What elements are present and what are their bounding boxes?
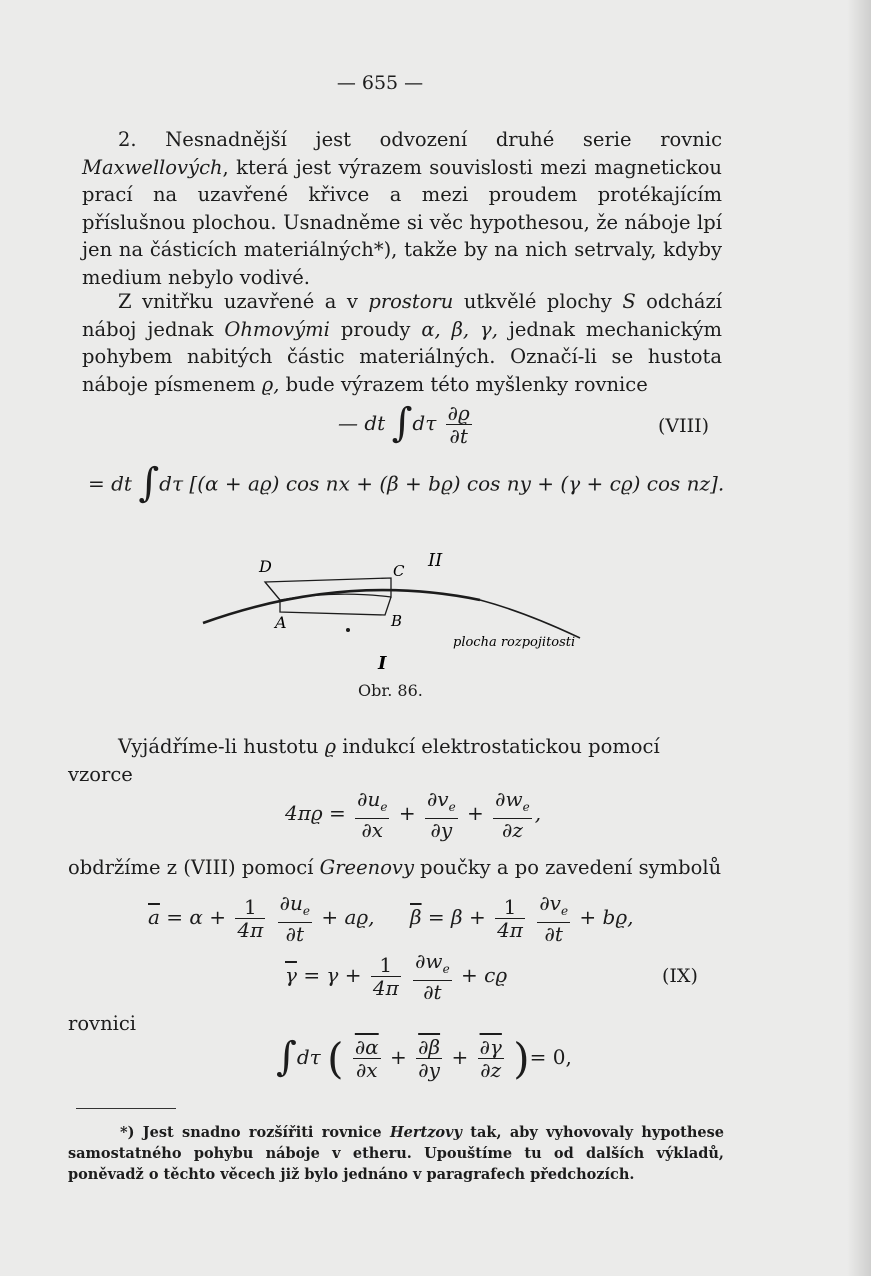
div-d2: ∂y xyxy=(416,1058,442,1081)
integral-sign: ∫ xyxy=(138,460,160,506)
eq-rho-lhs: 4πϱ = xyxy=(285,801,346,825)
eq-rho-d2: ∂y xyxy=(425,818,458,841)
eq-rho-d1: ∂x xyxy=(355,818,389,841)
para3-rho: ϱ xyxy=(324,735,337,758)
right-paren: ) xyxy=(513,1034,530,1083)
div-dtau: dτ xyxy=(296,1045,321,1069)
equation-viii-lhs xyxy=(338,399,475,448)
eq8-dtau: dτ xyxy=(412,411,437,435)
sub-e: e xyxy=(380,800,388,814)
eq-rho-n1: ∂u xyxy=(357,787,381,811)
beta-bar: $\overline{\beta}$ xyxy=(410,905,422,929)
paragraph-maxwell xyxy=(82,126,722,291)
eq8-lhs-prefix: — dt xyxy=(338,411,386,435)
sub-e: e xyxy=(560,904,569,918)
rectangle-lower xyxy=(280,597,391,615)
equation-rho xyxy=(285,788,541,841)
integral-sign: ∫ xyxy=(276,1033,297,1080)
frac-one-4pi xyxy=(235,896,265,941)
paragraph-charge xyxy=(82,288,722,398)
para4-green: Greenovy xyxy=(319,856,414,879)
frac-one-4pi xyxy=(495,896,525,941)
label-A: A xyxy=(275,613,287,632)
label-II: II xyxy=(428,550,443,571)
para3-a: Vyjádříme-li hustotu xyxy=(118,735,325,758)
para1-maxwell: Maxwellových xyxy=(82,155,223,179)
plus-sign: + xyxy=(390,1045,407,1069)
plus-sign: + xyxy=(398,801,416,825)
frac-dv-dt xyxy=(537,892,570,945)
frac-num xyxy=(537,892,570,922)
label-C: C xyxy=(393,562,405,580)
eq8-rhs-body: dτ [(α + aϱ) cos nx + (β + bϱ) cos ny + (γ + cϱ) cos nz]. xyxy=(159,471,725,496)
para2-b: utkvělé plochy xyxy=(453,290,623,313)
label-I: I xyxy=(378,653,387,674)
equation-viii-rhs xyxy=(88,460,725,506)
equation-divergence xyxy=(276,1034,572,1083)
frac-num xyxy=(355,788,389,818)
equation-viii-label: (VIII) xyxy=(658,415,710,437)
left-paren: ( xyxy=(327,1034,344,1083)
para3-b: indukcí elektrostatickou pomocí xyxy=(336,735,660,758)
para2-d: proudy xyxy=(329,317,422,341)
rovnici-text: rovnici xyxy=(68,1012,137,1035)
eq9-dw: ∂w xyxy=(415,949,443,973)
page-spine-shadow xyxy=(847,0,871,1276)
eq9-du: ∂u xyxy=(279,891,303,915)
label-D: D xyxy=(259,557,272,576)
eq9-a-rhs: = α + xyxy=(166,905,227,929)
eq9-b-rhs: = β + xyxy=(427,905,486,929)
alpha-bar: $\overline{a}$ xyxy=(148,905,160,929)
para2-em3: Ohmovými xyxy=(224,317,330,341)
eq9-g-rhs: = γ + xyxy=(303,963,362,987)
eq8-frac-den: ∂t xyxy=(446,424,472,447)
para1-rest: , která jest výrazem souvislosti mezi magnetickou prací na uzavřené křivce a mezi proudem protékajícím příslušnou plochou. Usnadněme si věc hypothesou, že náboje lpí jen na částicích materiálných*), takže by na nich setrvaly, kdyby medium nebylo vodivé. xyxy=(82,155,722,289)
div-n3: ∂γ xyxy=(479,1035,502,1059)
equation-ix-alpha xyxy=(148,892,375,945)
frac-num xyxy=(425,788,458,818)
discontinuity-surface-tail xyxy=(480,600,580,638)
frac-dgamma-dz xyxy=(478,1036,504,1081)
frac-4pi: 4π xyxy=(497,918,523,942)
surface-label: plocha rozpojitosti xyxy=(453,635,576,650)
para2-em5: ϱ, xyxy=(261,372,280,396)
frac-dw-dt xyxy=(413,950,452,1003)
sub-e: e xyxy=(302,904,310,918)
eq-rho-n3: ∂w xyxy=(495,787,523,811)
div-d3: ∂z xyxy=(478,1058,504,1081)
frac-num xyxy=(413,950,452,980)
plus-sign: + xyxy=(451,1045,469,1069)
rectangle-left-edge xyxy=(265,582,280,600)
point-marker xyxy=(346,628,350,632)
div-n2: ∂β xyxy=(418,1035,441,1059)
footnote-b: tak, aby vyhovovaly hypothese samostatného pohybu náboje v etheru. Upouštíme tu od dalších výkladů, poněvadž o těchto věcech již bylo jednáno v paragrafech předchozích. xyxy=(68,1124,725,1183)
frac-dbeta-dy xyxy=(416,1036,442,1081)
para2-a: Z vnitřku uzavřené a v xyxy=(118,290,369,313)
frac-one: 1 xyxy=(503,895,517,919)
para4-a: obdržíme z (VIII) pomocí xyxy=(68,856,320,879)
footnote xyxy=(68,1122,724,1185)
eq8-rhs-prefix: = dt xyxy=(88,471,132,496)
frac-4pi: 4π xyxy=(372,976,399,1000)
eq9-dt: ∂t xyxy=(537,922,570,945)
eq9-b-tail: + bϱ, xyxy=(579,905,634,929)
div-tail: = 0, xyxy=(529,1045,572,1069)
eq9-dt: ∂t xyxy=(278,922,312,945)
eq9-dv: ∂v xyxy=(539,891,561,915)
page-number: — 655 — xyxy=(336,72,424,94)
frac-du-dt xyxy=(278,892,312,945)
frac-dalpha-dx xyxy=(353,1036,381,1081)
para2-em4: α, β, γ, xyxy=(421,317,498,341)
equation-ix-label: (IX) xyxy=(662,965,698,987)
sub-e: e xyxy=(448,800,456,814)
frac-num xyxy=(278,892,312,922)
frac-one: 1 xyxy=(243,895,257,919)
footnote-rule xyxy=(76,1108,176,1109)
frac-dv-dy xyxy=(425,788,458,841)
para2-c: odchází náboj jednak xyxy=(82,290,722,341)
paragraph-density-line2: vzorce xyxy=(68,763,133,786)
eq9-a-tail: + aϱ, xyxy=(321,905,375,929)
para2-em2: S xyxy=(622,290,636,313)
para2-f: bude výrazem této myšlenky rovnice xyxy=(279,372,648,396)
para2-e: jednak mechanickým pohybem nabitých částic materiálných. Označí-li se hustota náboje písmenem xyxy=(82,317,723,396)
para1-lead: 2. Nesnadnější jest odvození druhé serie rovnic xyxy=(118,128,722,151)
frac-one-4pi xyxy=(371,954,401,999)
frac-num xyxy=(493,788,532,818)
eq9-dt: ∂t xyxy=(413,980,452,1003)
eq-rho-tail: , xyxy=(534,801,542,825)
eq-rho-n2: ∂v xyxy=(426,787,449,811)
footnote-hertz: Hertzovy xyxy=(389,1124,462,1141)
equation-ix-gamma xyxy=(285,950,507,1003)
para4-b: poučky a po zavedení symbolů xyxy=(413,856,722,879)
div-n1: ∂α xyxy=(354,1035,379,1059)
div-d1: ∂x xyxy=(353,1058,381,1081)
plus-sign: + xyxy=(467,801,484,825)
sub-e: e xyxy=(522,800,530,814)
discontinuity-surface-curve xyxy=(203,590,480,623)
eq9-g-tail: + cϱ xyxy=(461,963,508,987)
sub-e: e xyxy=(442,962,450,976)
frac-dw-dz xyxy=(493,788,532,841)
para2-em1: prostoru xyxy=(368,290,454,313)
paragraph-density-line1 xyxy=(118,735,660,758)
footnote-a: *) Jest snadno rozšířiti rovnice xyxy=(120,1124,390,1141)
equation-ix-beta xyxy=(410,892,633,945)
figure-caption: Obr. 86. xyxy=(358,681,423,700)
label-B: B xyxy=(391,612,403,630)
eq8-frac-num: ∂ϱ xyxy=(447,401,470,425)
eq-rho-d3: ∂z xyxy=(493,818,532,841)
eq8-fraction xyxy=(446,402,472,447)
paragraph-green xyxy=(68,856,721,879)
frac-4pi: 4π xyxy=(237,918,264,942)
gamma-bar: $\overline{\gamma}$ xyxy=(285,963,297,987)
frac-du-dx xyxy=(355,788,389,841)
frac-one: 1 xyxy=(379,953,393,977)
integral-sign: ∫ xyxy=(391,399,413,446)
